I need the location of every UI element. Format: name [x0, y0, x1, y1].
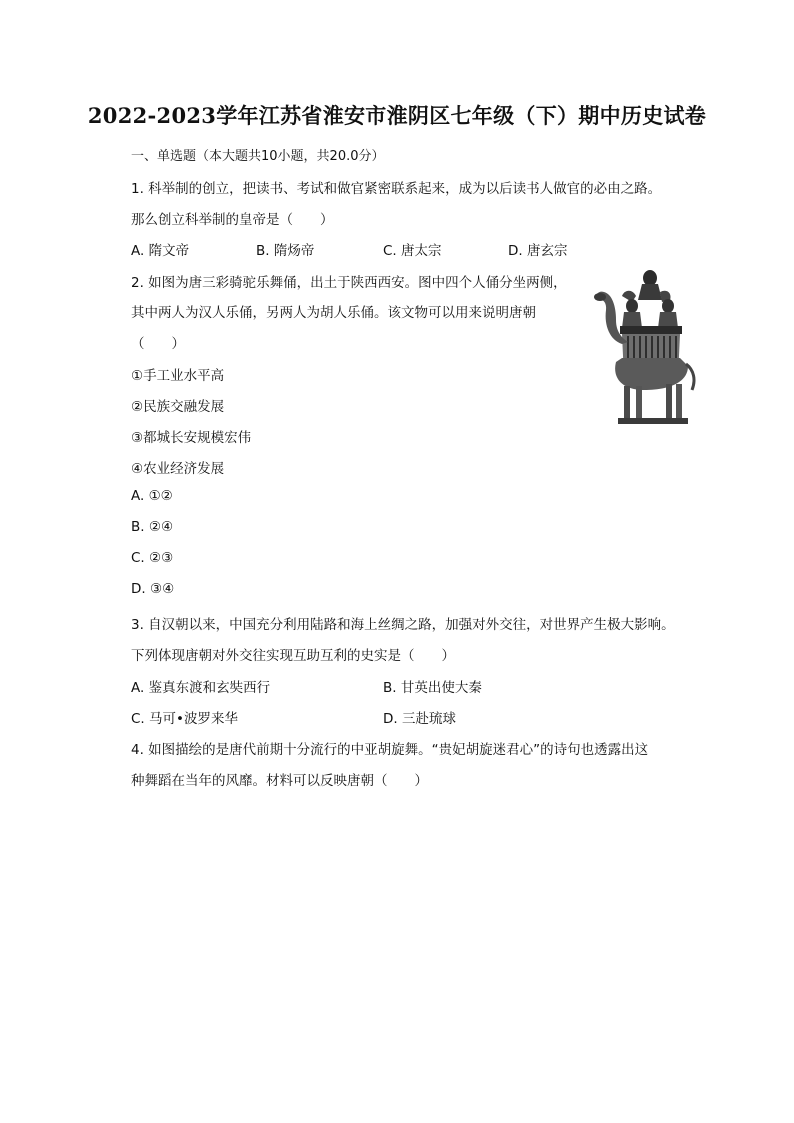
q2-line-1: 2. 如图为唐三彩骑驼乐舞俑，出土于陕西西安。图中四个人俑分坐两侧，: [131, 275, 567, 291]
section-heading: 一、单选题（本大题共10小题，共20.0分）: [131, 149, 385, 164]
q3-option-d: D. 三赴琉球: [383, 711, 456, 727]
q2-item-3: ③都城长安规模宏伟: [131, 430, 252, 446]
q2-option-a: A. ①②: [131, 488, 173, 504]
q1-line-1: 1. 科举制的创立，把读书、考试和做官紧密联系起来，成为以后读书人做官的必由之路。: [131, 181, 662, 197]
q3-option-c: C. 马可•波罗来华: [131, 711, 238, 727]
q2-item-4: ④农业经济发展: [131, 461, 225, 477]
q2-line-2: 其中两人为汉人乐俑，另两人为胡人乐俑。该文物可以用来说明唐朝: [131, 305, 536, 321]
q2-option-c: C. ②③: [131, 550, 174, 566]
q1-option-b: B. 隋炀帝: [256, 243, 315, 259]
q3-line-1: 3. 自汉朝以来，中国充分利用陆路和海上丝绸之路，加强对外交往，对世界产生极大影响。: [131, 617, 675, 633]
q2-option-d: D. ③④: [131, 581, 175, 597]
q4-line-1: 4. 如图描绘的是唐代前期十分流行的中亚胡旋舞。“贵妃胡旋迷君心”的诗句也透露出这: [131, 742, 649, 758]
q2-item-2: ②民族交融发展: [131, 399, 225, 415]
q1-option-d: D. 唐玄宗: [508, 243, 568, 259]
q1-option-a: A. 隋文帝: [131, 243, 190, 259]
q2-option-b: B. ②④: [131, 519, 174, 535]
q2-line-3: （ ）: [131, 336, 185, 352]
q1-line-2: 那么创立科举制的皇帝是（ ）: [131, 212, 334, 228]
page-title: 2022-2023学年江苏省淮安市淮阴区七年级（下）期中历史试卷: [87, 103, 707, 128]
q3-option-b: B. 甘英出使大秦: [383, 680, 482, 696]
q4-line-2: 种舞蹈在当年的风靡。材料可以反映唐朝（ ）: [131, 773, 428, 789]
q1-option-c: C. 唐太宗: [383, 243, 442, 259]
camel-figurine-image: [592, 266, 702, 428]
q2-item-1: ①手工业水平高: [131, 368, 225, 384]
q3-line-2: 下列体现唐朝对外交往实现互助互利的史实是（ ）: [131, 648, 455, 664]
q3-option-a: A. 鉴真东渡和玄奘西行: [131, 680, 271, 696]
